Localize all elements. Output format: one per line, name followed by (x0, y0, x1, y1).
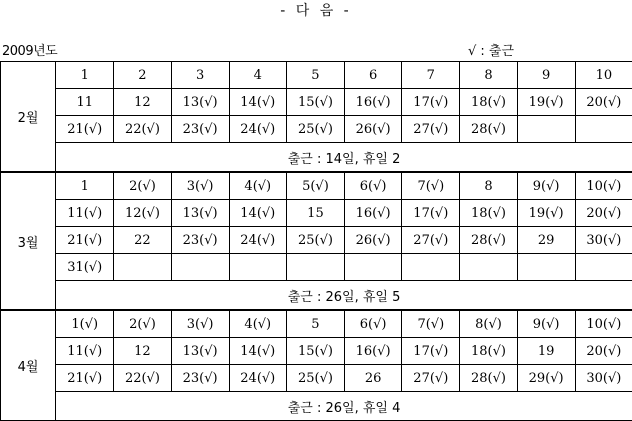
day-cell: 27(√) (402, 227, 460, 254)
attendance-table-body (1, 62, 632, 421)
day-cell: 15(√) (286, 338, 344, 365)
day-cell: 22 (114, 227, 171, 254)
day-cell (229, 254, 286, 281)
day-cell: 29(√) (517, 365, 575, 392)
table-row (1, 200, 632, 227)
day-cell (460, 254, 517, 281)
day-cell: 28(√) (460, 116, 517, 143)
day-cell: 14(√) (229, 338, 286, 365)
day-cell: 3(√) (171, 172, 229, 200)
day-cell: 3 (171, 62, 229, 89)
attendance-table (0, 61, 632, 421)
day-cell: 24(√) (229, 116, 286, 143)
day-cell: 16(√) (345, 200, 402, 227)
day-cell: 24(√) (229, 365, 286, 392)
day-cell: 9(√) (517, 172, 575, 200)
day-cell: 10 (575, 62, 632, 89)
day-cell: 26(√) (345, 227, 402, 254)
day-cell: 5 (286, 310, 344, 338)
table-row (1, 62, 632, 89)
day-cell: 21(√) (56, 227, 114, 254)
day-cell: 4(√) (229, 310, 286, 338)
day-cell: 20(√) (575, 200, 632, 227)
legend-label: √ : 출근 (468, 40, 514, 59)
day-cell (171, 254, 229, 281)
day-cell: 27(√) (402, 116, 460, 143)
month-label: 4월 (1, 310, 56, 421)
table-row (1, 338, 632, 365)
day-cell: 1(√) (56, 310, 114, 338)
day-cell: 15(√) (286, 89, 344, 116)
day-cell: 5 (286, 62, 344, 89)
day-cell: 11 (56, 89, 114, 116)
day-cell: 13(√) (171, 200, 229, 227)
day-cell: 25(√) (286, 116, 344, 143)
day-cell: 6(√) (345, 310, 402, 338)
day-cell: 2(√) (114, 310, 171, 338)
day-cell: 24(√) (229, 227, 286, 254)
day-cell: 19(√) (517, 89, 575, 116)
table-row (1, 227, 632, 254)
day-cell: 7 (402, 62, 460, 89)
day-cell: 8 (460, 62, 517, 89)
table-row (1, 172, 632, 200)
day-cell (286, 254, 344, 281)
day-cell: 22(√) (114, 116, 171, 143)
summary-row (1, 281, 632, 311)
day-cell: 6 (345, 62, 402, 89)
day-cell: 12(√) (114, 200, 171, 227)
day-cell: 7(√) (402, 310, 460, 338)
day-cell: 17(√) (402, 338, 460, 365)
day-cell: 11(√) (56, 200, 114, 227)
day-cell: 22(√) (114, 365, 171, 392)
day-cell: 25(√) (286, 227, 344, 254)
day-cell: 8 (460, 172, 517, 200)
day-cell (575, 116, 632, 143)
month-summary: 출근 : 26일, 휴일 5 (56, 281, 632, 311)
day-cell: 19 (517, 338, 575, 365)
day-cell: 4(√) (229, 172, 286, 200)
day-cell: 30(√) (575, 365, 632, 392)
day-cell: 20(√) (575, 338, 632, 365)
day-cell: 23(√) (171, 227, 229, 254)
day-cell: 17(√) (402, 89, 460, 116)
day-cell: 20(√) (575, 89, 632, 116)
day-cell: 19(√) (517, 200, 575, 227)
table-row (1, 116, 632, 143)
day-cell: 31(√) (56, 254, 114, 281)
day-cell: 26(√) (345, 116, 402, 143)
day-cell: 1 (56, 172, 114, 200)
day-cell: 6(√) (345, 172, 402, 200)
day-cell: 5(√) (286, 172, 344, 200)
day-cell: 12 (114, 338, 171, 365)
day-cell: 30(√) (575, 227, 632, 254)
table-row (1, 254, 632, 281)
summary-row (1, 143, 632, 173)
day-cell: 18(√) (460, 200, 517, 227)
day-cell: 3(√) (171, 310, 229, 338)
day-cell (517, 254, 575, 281)
day-cell: 11(√) (56, 338, 114, 365)
day-cell: 25(√) (286, 365, 344, 392)
day-cell: 16(√) (345, 338, 402, 365)
day-cell: 18(√) (460, 338, 517, 365)
day-cell: 28(√) (460, 365, 517, 392)
day-cell: 14(√) (229, 89, 286, 116)
day-cell: 13(√) (171, 338, 229, 365)
day-cell (345, 254, 402, 281)
day-cell: 18(√) (460, 89, 517, 116)
table-row (1, 310, 632, 338)
day-cell: 23(√) (171, 116, 229, 143)
day-cell (114, 254, 171, 281)
year-label: 2009년도 (2, 40, 57, 59)
day-cell: 9 (517, 62, 575, 89)
day-cell: 10(√) (575, 310, 632, 338)
day-cell: 15 (286, 200, 344, 227)
day-cell: 13(√) (171, 89, 229, 116)
day-cell (575, 254, 632, 281)
day-cell: 16(√) (345, 89, 402, 116)
day-cell: 21(√) (56, 365, 114, 392)
document-title: - 다 음 - (0, 0, 632, 20)
day-cell: 26 (345, 365, 402, 392)
table-row (1, 365, 632, 392)
day-cell: 7(√) (402, 172, 460, 200)
summary-row (1, 392, 632, 421)
day-cell: 23(√) (171, 365, 229, 392)
month-summary: 출근 : 26일, 휴일 4 (56, 392, 632, 421)
day-cell: 4 (229, 62, 286, 89)
day-cell: 28(√) (460, 227, 517, 254)
table-row (1, 89, 632, 116)
month-label: 3월 (1, 172, 56, 310)
day-cell: 29 (517, 227, 575, 254)
day-cell: 27(√) (402, 365, 460, 392)
month-label: 2월 (1, 62, 56, 173)
day-cell: 2(√) (114, 172, 171, 200)
day-cell (402, 254, 460, 281)
day-cell: 17(√) (402, 200, 460, 227)
day-cell: 1 (56, 62, 114, 89)
day-cell: 10(√) (575, 172, 632, 200)
day-cell: 9(√) (517, 310, 575, 338)
day-cell: 21(√) (56, 116, 114, 143)
day-cell (517, 116, 575, 143)
month-summary: 출근 : 14일, 휴일 2 (56, 143, 632, 173)
day-cell: 8(√) (460, 310, 517, 338)
day-cell: 2 (114, 62, 171, 89)
day-cell: 12 (114, 89, 171, 116)
day-cell: 14(√) (229, 200, 286, 227)
